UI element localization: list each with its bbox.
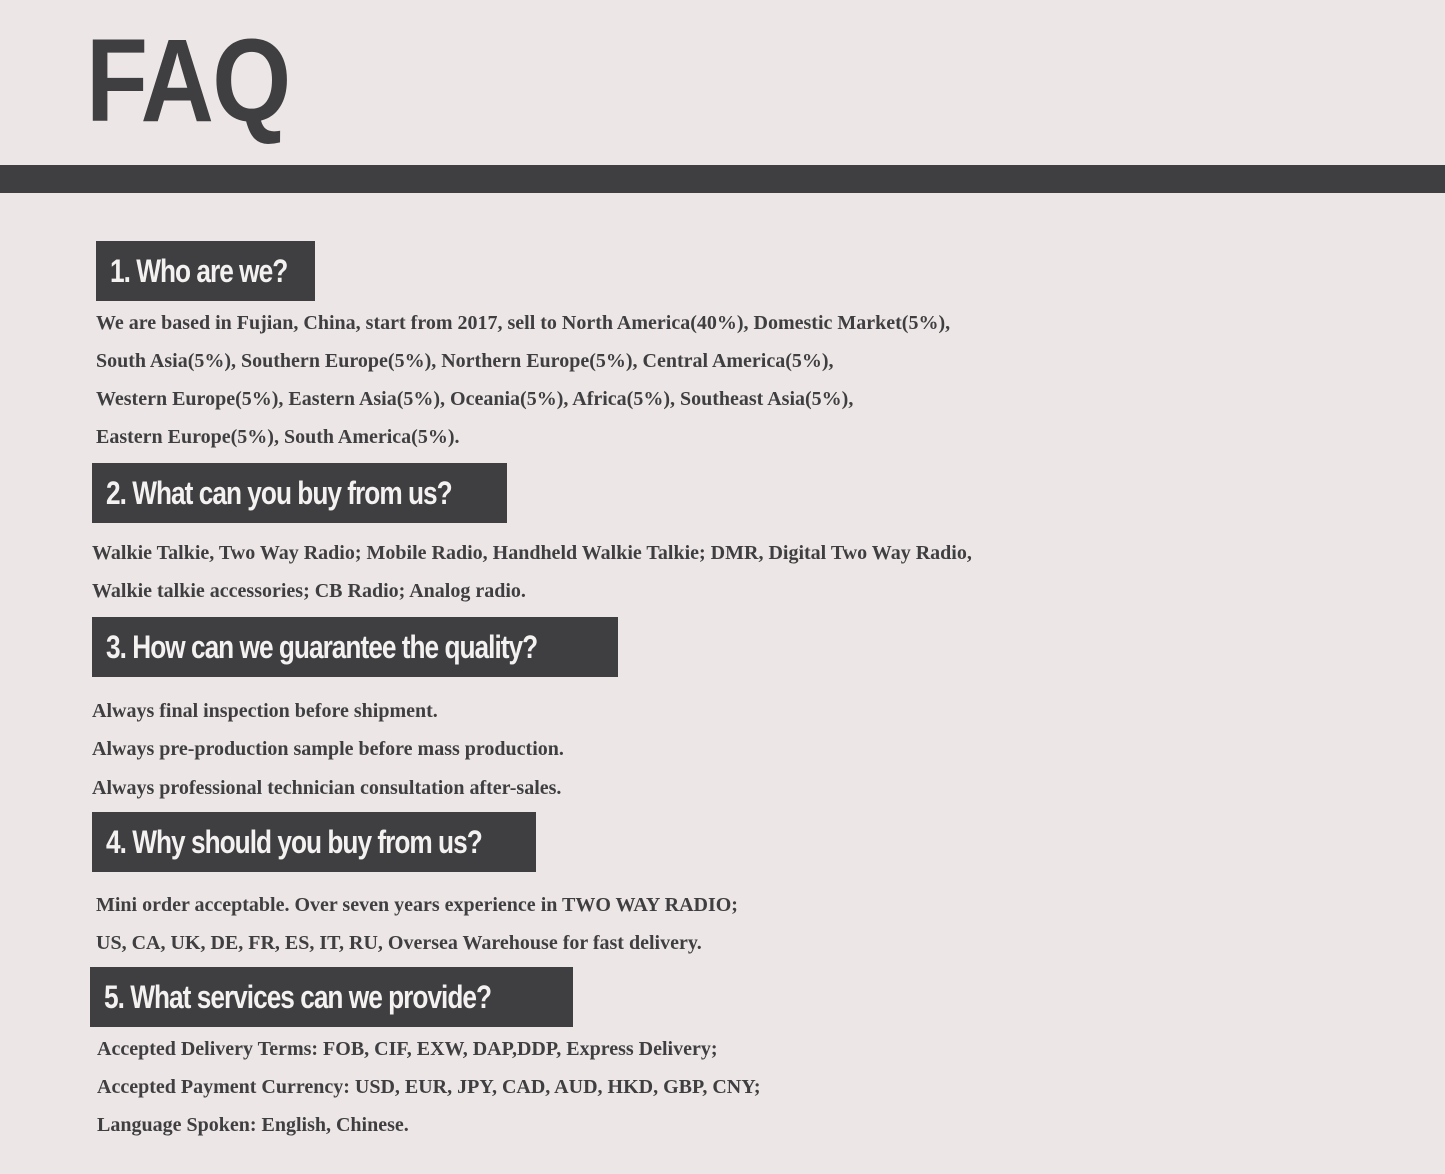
section-1-line-1: We are based in Fujian, China, start from 2017, sell to North America(40%), Domestic Market(5%), <box>96 312 951 334</box>
section-1-line-2: South Asia(5%), Southern Europe(5%), Northern Europe(5%), Central America(5%), <box>96 350 834 372</box>
section-1-heading <box>96 241 315 301</box>
section-4-line-2: US, CA, UK, DE, FR, ES, IT, RU, Oversea Warehouse for fast delivery. <box>96 932 702 954</box>
section-4-heading <box>92 812 536 872</box>
section-5-line-2: Accepted Payment Currency: USD, EUR, JPY, CAD, AUD, HKD, GBP, CNY; <box>97 1076 761 1098</box>
section-5-heading-text: 5. What services can we provide? <box>104 979 492 1015</box>
section-5-line-1: Accepted Delivery Terms: FOB, CIF, EXW, DAP,DDP, Express Delivery; <box>97 1038 718 1060</box>
section-3-heading-text: 3. How can we guarantee the quality? <box>106 629 538 665</box>
section-3-line-3: Always professional technician consultation after-sales. <box>92 777 562 799</box>
section-2-heading-text: 2. What can you buy from us? <box>106 475 452 511</box>
page-title: FAQ <box>86 15 290 147</box>
section-5-line-3: Language Spoken: English, Chinese. <box>97 1114 409 1136</box>
section-5-heading <box>90 967 573 1027</box>
section-3-line-2: Always pre-production sample before mass production. <box>92 738 564 760</box>
section-4-line-1: Mini order acceptable. Over seven years experience in TWO WAY RADIO; <box>96 894 738 916</box>
section-1-heading-text: 1. Who are we? <box>110 253 288 289</box>
section-2-line-1: Walkie Talkie, Two Way Radio; Mobile Radio, Handheld Walkie Talkie; DMR, Digital Two Way Radio, <box>92 542 972 564</box>
section-2-line-2: Walkie talkie accessories; CB Radio; Analog radio. <box>92 580 526 602</box>
header-divider-bar <box>0 165 1445 193</box>
section-1-line-3: Western Europe(5%), Eastern Asia(5%), Oceania(5%), Africa(5%), Southeast Asia(5%), <box>96 388 854 410</box>
section-4-heading-text: 4. Why should you buy from us? <box>106 824 482 860</box>
section-1-line-4: Eastern Europe(5%), South America(5%). <box>96 426 460 448</box>
section-3-line-1: Always final inspection before shipment. <box>92 700 438 722</box>
section-3-heading <box>92 617 618 677</box>
section-2-heading <box>92 463 507 523</box>
